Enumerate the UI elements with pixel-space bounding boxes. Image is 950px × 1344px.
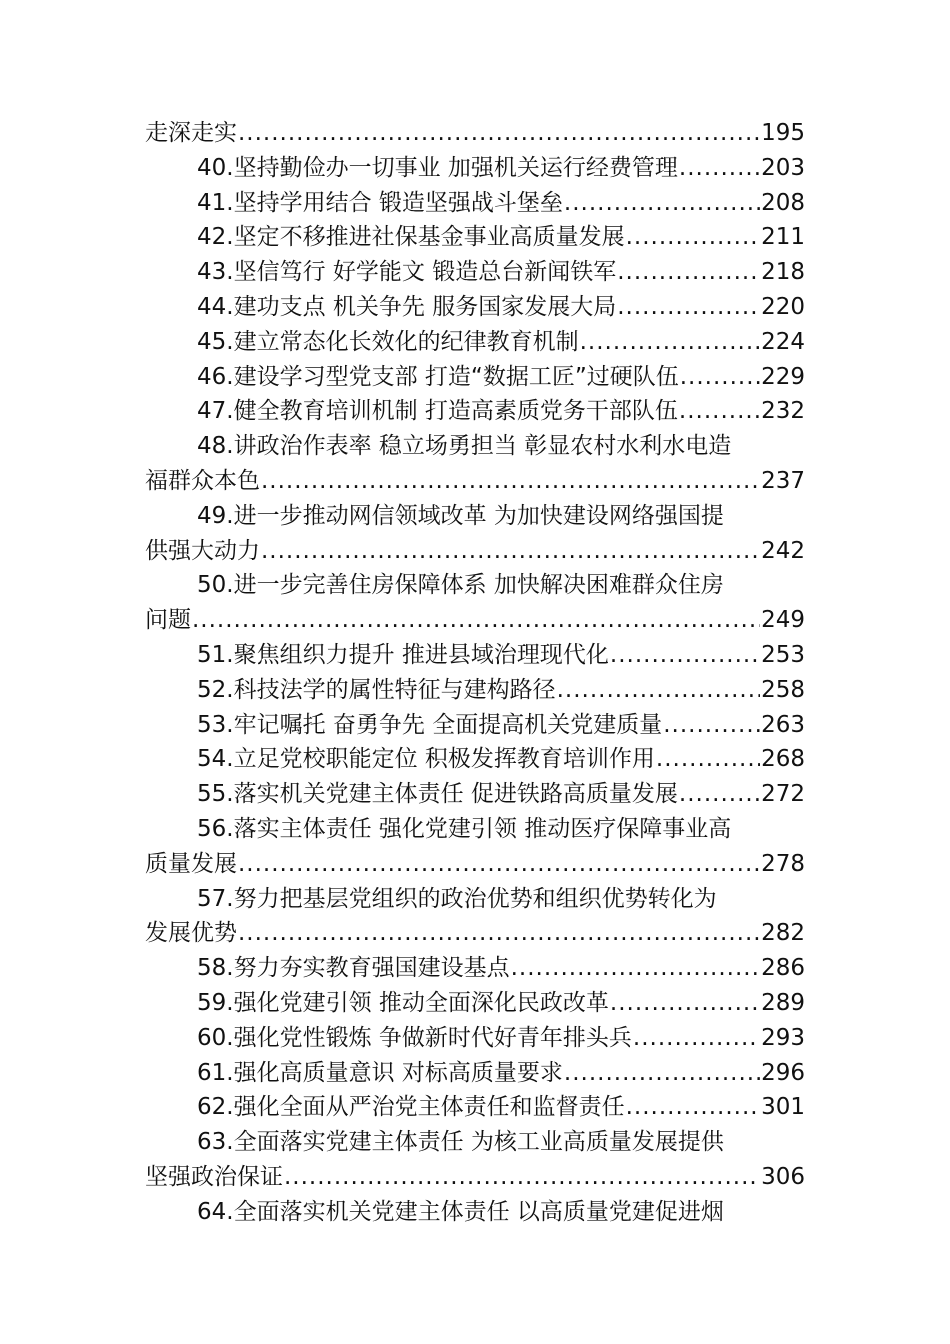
toc-entry-number: 55: [197, 781, 227, 808]
toc-leader-dots: [557, 673, 761, 708]
toc-entry[interactable]: [145, 986, 805, 1021]
toc-entry[interactable]: [145, 568, 805, 603]
toc-entry[interactable]: [145, 812, 805, 847]
toc-entry-number: 64: [197, 1198, 227, 1225]
toc-entry-page: 306: [761, 1163, 805, 1190]
toc-entry-number: 56: [197, 815, 227, 842]
toc-entry-number: 54: [197, 746, 227, 773]
toc-leader-dots: [580, 325, 761, 360]
toc-leader-dots: [192, 603, 760, 638]
toc-entry-separator: .: [226, 502, 234, 529]
toc-entry-title: 坚定不移推进社保基金事业高质量发展: [233, 224, 625, 251]
toc-entry-separator: .: [226, 746, 234, 773]
toc-entry-title: 落实机关党建主体责任 促进铁路高质量发展: [233, 781, 678, 808]
toc-entry[interactable]: [145, 360, 805, 395]
toc-entry[interactable]: [145, 638, 805, 673]
toc-entry-page: 289: [761, 989, 805, 1016]
toc-entry-title-cont: 问题: [145, 607, 191, 634]
toc-leader-dots: [680, 360, 760, 395]
toc-entry[interactable]: [145, 777, 805, 812]
toc-entry[interactable]: [145, 220, 805, 255]
toc-entry[interactable]: [145, 186, 805, 221]
toc-entry-title: 建设学习型党支部 打造“数据工匠”过硬队伍: [233, 363, 679, 390]
toc-entry-page: 253: [761, 641, 805, 668]
toc-entry[interactable]: [145, 151, 805, 186]
toc-entry-page: 272: [761, 781, 805, 808]
table-of-contents: [145, 116, 805, 1230]
toc-entry-title: 努力把基层党组织的政治优势和组织优势转化为: [233, 885, 717, 912]
toc-entry-number: 59: [197, 989, 227, 1016]
toc-entry-number: 48: [197, 433, 227, 460]
toc-leader-dots: [626, 220, 761, 255]
toc-entry-continuation[interactable]: [145, 603, 805, 638]
toc-leader-dots: [261, 464, 760, 499]
toc-entry-title: 坚持学用结合 锻造坚强战斗堡垒: [233, 189, 563, 216]
toc-entry-page: 211: [761, 224, 805, 251]
toc-entry[interactable]: [145, 1056, 805, 1091]
toc-entry-number: 58: [197, 955, 227, 982]
toc-entry-separator: .: [226, 1129, 234, 1156]
toc-entry[interactable]: [145, 255, 805, 290]
toc-entry-title: 讲政治作表率 稳立场勇担当 彰显农村水利水电造: [233, 433, 732, 460]
toc-entry-number: 52: [197, 676, 227, 703]
toc-entry-title: 强化党性锻炼 争做新时代好青年排头兵: [233, 1024, 632, 1051]
toc-entry-title-cont: 坚强政治保证: [145, 1163, 283, 1190]
toc-entry-number: 57: [197, 885, 227, 912]
toc-entry-continuation[interactable]: [145, 1160, 805, 1195]
toc-entry-number: 44: [197, 293, 227, 320]
toc-entry-separator: .: [226, 293, 234, 320]
toc-entry-page: 258: [761, 676, 805, 703]
toc-leader-dots: [261, 534, 760, 569]
toc-entry[interactable]: [145, 290, 805, 325]
toc-entry-title: 牢记嘱托 奋勇争先 全面提高机关党建质量: [233, 711, 663, 738]
toc-entry-title: 科技法学的属性特征与建构路径: [233, 676, 556, 703]
toc-entry-number: 42: [197, 224, 227, 251]
toc-entry-number: 63: [197, 1129, 227, 1156]
toc-entry-separator: .: [226, 224, 234, 251]
toc-entry-separator: .: [226, 398, 234, 425]
toc-entry-page: 282: [761, 920, 805, 947]
toc-leader-dots: [679, 777, 760, 812]
toc-entry-number: 46: [197, 363, 227, 390]
toc-entry[interactable]: [145, 1090, 805, 1125]
toc-entry[interactable]: [145, 673, 805, 708]
toc-entry-title: 全面落实机关党建主体责任 以高质量党建促进烟: [233, 1198, 724, 1225]
toc-entry[interactable]: [145, 499, 805, 534]
toc-leader-dots: [663, 708, 760, 743]
toc-leader-dots: [238, 116, 760, 151]
toc-entry-title: 建功支点 机关争先 服务国家发展大局: [233, 293, 617, 320]
toc-entry-separator: .: [226, 641, 234, 668]
toc-entry-title: 坚持勤俭办一切事业 加强机关运行经费管理: [233, 154, 678, 181]
toc-entry-separator: .: [226, 1094, 234, 1121]
toc-leader-dots: [633, 1021, 760, 1056]
toc-entry-page: 203: [761, 154, 805, 181]
toc-entry-separator: .: [226, 328, 234, 355]
toc-leader-dots: [564, 186, 760, 221]
toc-entry-page: 278: [761, 850, 805, 877]
toc-entry-title: 强化高质量意识 对标高质量要求: [233, 1059, 563, 1086]
toc-entry-number: 53: [197, 711, 227, 738]
toc-entry-title: 健全教育培训机制 打造高素质党务干部队伍: [233, 398, 678, 425]
toc-leader-dots: [626, 1090, 761, 1125]
toc-entry-number: 60: [197, 1024, 227, 1051]
toc-leader-dots: [284, 1160, 760, 1195]
toc-entry-page: 268: [761, 746, 805, 773]
toc-entry-title: 走深走实: [145, 120, 237, 146]
toc-entry-page: 195: [761, 120, 805, 146]
toc-entry[interactable]: [145, 951, 805, 986]
toc-entry-number: 62: [197, 1094, 227, 1121]
toc-entry-number: 51: [197, 641, 227, 668]
toc-entry-title: 强化党建引领 推动全面深化民政改革: [233, 989, 609, 1016]
toc-entry-title: 强化全面从严治党主体责任和监督责任: [233, 1094, 625, 1121]
toc-entry-continuation[interactable]: [145, 534, 805, 569]
toc-entry-separator: .: [226, 676, 234, 703]
toc-entry[interactable]: [145, 325, 805, 360]
toc-entry-page: 220: [761, 293, 805, 320]
toc-entry-title-cont: 福群众本色: [145, 467, 260, 494]
toc-entry[interactable]: [145, 1125, 805, 1160]
toc-leader-dots: [511, 951, 761, 986]
toc-entry-separator: .: [226, 259, 234, 286]
toc-leader-dots: [238, 916, 760, 951]
toc-leader-dots: [610, 986, 760, 1021]
toc-leader-dots: [656, 742, 760, 777]
toc-entry-separator: .: [226, 815, 234, 842]
toc-entry-separator: .: [226, 1024, 234, 1051]
toc-entry-title: 全面落实党建主体责任 为核工业高质量发展提供: [233, 1129, 724, 1156]
toc-entry[interactable]: [145, 882, 805, 917]
toc-entry-title: 进一步完善住房保障体系 加快解决困难群众住房: [233, 572, 724, 599]
toc-entry[interactable]: [145, 742, 805, 777]
toc-entry-page: 249: [761, 607, 805, 634]
toc-entry-continuation[interactable]: [145, 847, 805, 882]
toc-entry-separator: .: [226, 1059, 234, 1086]
toc-entry-page: 263: [761, 711, 805, 738]
toc-entry-page: 224: [761, 328, 805, 355]
toc-entry-separator: .: [226, 433, 234, 460]
toc-leader-dots: [679, 394, 760, 429]
toc-leader-dots: [617, 255, 760, 290]
toc-entry-number: 41: [197, 189, 227, 216]
toc-entry[interactable]: [145, 116, 805, 151]
toc-entry-separator: .: [226, 189, 234, 216]
toc-entry[interactable]: [145, 429, 805, 464]
toc-entry-title: 进一步推动网信领域改革 为加快建设网络强国提: [233, 502, 724, 529]
toc-entry-separator: .: [226, 154, 234, 181]
toc-entry-number: 47: [197, 398, 227, 425]
toc-entry[interactable]: [145, 1021, 805, 1056]
toc-leader-dots: [610, 638, 760, 673]
toc-entry-title-cont: 发展优势: [145, 920, 237, 947]
toc-leader-dots: [617, 290, 760, 325]
toc-entry-title: 立足党校职能定位 积极发挥教育培训作用: [233, 746, 655, 773]
toc-entry-page: 232: [761, 398, 805, 425]
toc-entry-page: 242: [761, 537, 805, 564]
toc-entry-title: 聚焦组织力提升 推进县域治理现代化: [233, 641, 609, 668]
toc-entry-continuation[interactable]: [145, 916, 805, 951]
toc-entry-title: 建立常态化长效化的纪律教育机制: [233, 328, 579, 355]
toc-entry[interactable]: [145, 394, 805, 429]
toc-entry-number: 49: [197, 502, 227, 529]
toc-entry-page: 218: [761, 259, 805, 286]
toc-entry[interactable]: [145, 708, 805, 743]
toc-entry-title: 落实主体责任 强化党建引领 推动医疗保障事业高: [233, 815, 732, 842]
toc-entry-separator: .: [226, 989, 234, 1016]
toc-entry-separator: .: [226, 572, 234, 599]
toc-entry-title: 坚信笃行 好学能文 锻造总台新闻铁军: [233, 259, 617, 286]
toc-entry-continuation[interactable]: [145, 464, 805, 499]
toc-leader-dots: [679, 151, 760, 186]
toc-entry[interactable]: [145, 1195, 805, 1230]
toc-entry-number: 45: [197, 328, 227, 355]
toc-entry-number: 40: [197, 154, 227, 181]
toc-entry-title-cont: 供强大动力: [145, 537, 260, 564]
toc-entry-separator: .: [226, 955, 234, 982]
toc-entry-separator: .: [226, 1198, 234, 1225]
toc-entry-number: 43: [197, 259, 227, 286]
toc-entry-page: 237: [761, 467, 805, 494]
toc-entry-separator: .: [226, 711, 234, 738]
toc-entry-title-cont: 质量发展: [145, 850, 237, 877]
toc-entry-separator: .: [226, 885, 234, 912]
toc-entry-page: 229: [761, 363, 805, 390]
toc-entry-separator: .: [226, 363, 234, 390]
toc-entry-separator: .: [226, 781, 234, 808]
toc-leader-dots: [238, 847, 760, 882]
toc-entry-number: 50: [197, 572, 227, 599]
toc-entry-page: 301: [761, 1094, 805, 1121]
toc-leader-dots: [564, 1056, 760, 1091]
toc-entry-page: 296: [761, 1059, 805, 1086]
toc-entry-page: 293: [761, 1024, 805, 1051]
toc-entry-number: 61: [197, 1059, 227, 1086]
toc-entry-page: 208: [761, 189, 805, 216]
toc-entry-title: 努力夯实教育强国建设基点: [233, 955, 510, 982]
toc-entry-page: 286: [761, 955, 805, 982]
